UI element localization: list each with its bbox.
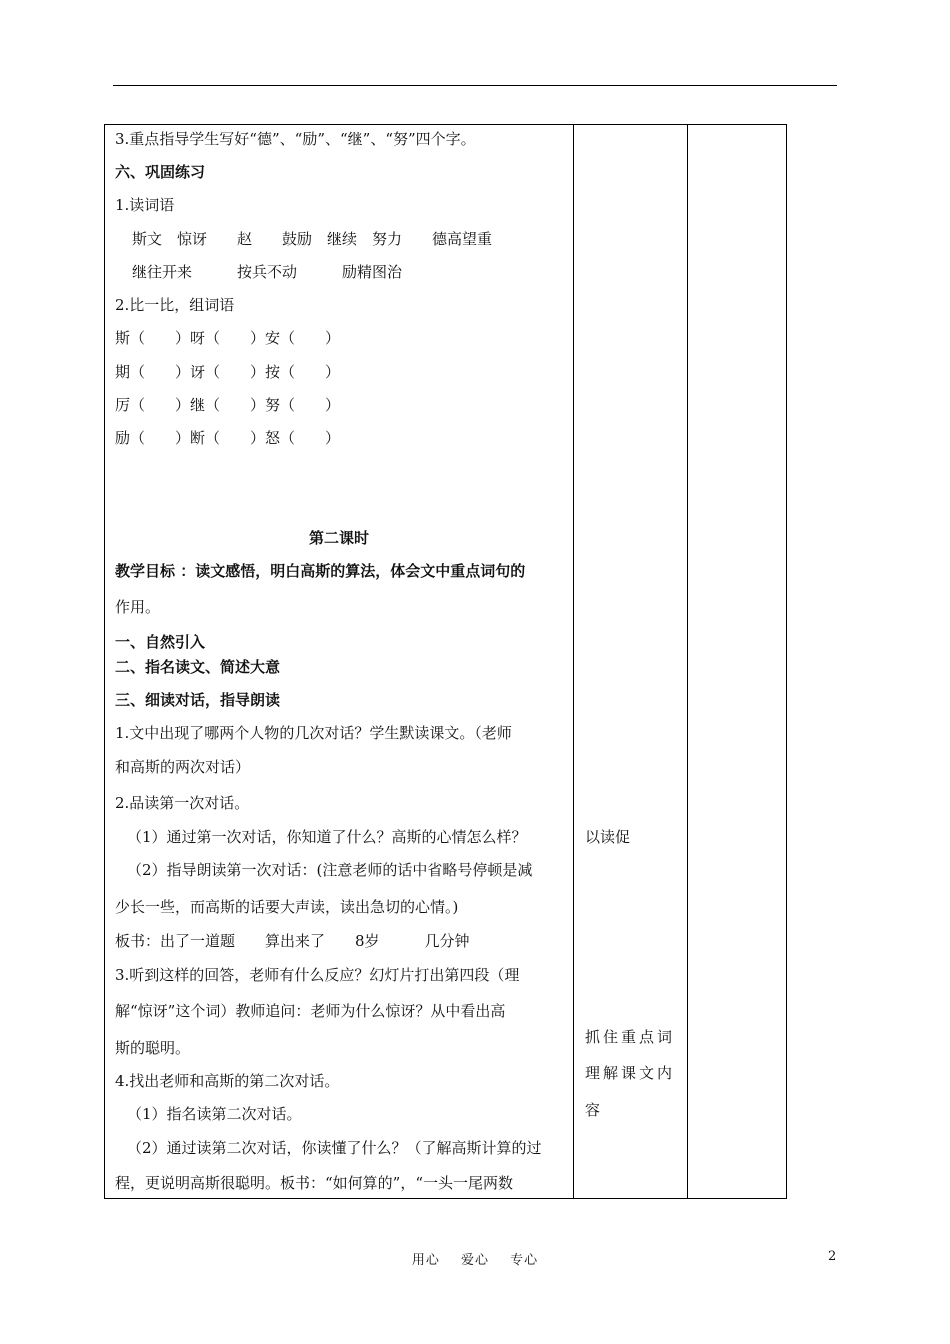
note-key-words-line-3: 容 xyxy=(585,1101,601,1119)
compare-row-2: 期（ ）讶（ ）按（ ） xyxy=(115,363,341,381)
teaching-goal xyxy=(115,561,525,581)
step-2-sub-2: （2）指导朗读第一次对话：(注意老师的话中省略号停顿是减 xyxy=(127,861,533,879)
step-4-sub-2: （2）通过读第二次对话，你读懂了什么？（了解高斯计算的过 xyxy=(127,1139,542,1157)
footer-item: 爱心 xyxy=(460,1253,489,1268)
main-content-cell xyxy=(105,125,574,1199)
writing-guidance: 3.重点指导学生写好“德”、“励”、“继”、“努”四个字。 xyxy=(115,130,476,148)
compare-row-1: 斯（ ）呀（ ）安（ ） xyxy=(115,329,341,347)
header-rule xyxy=(113,85,837,86)
section-heading-read: 二、指名读文、简述大意 xyxy=(115,658,281,676)
lesson-2-title: 第二课时 xyxy=(308,529,369,547)
main-content xyxy=(105,125,573,1198)
word-list-row-1: 斯文 惊讶 赵 鼓励 继续 努力 德高望重 xyxy=(132,230,493,248)
step-3-line-3: 斯的聪明。 xyxy=(115,1039,191,1057)
teaching-goal-text: 教学目标 ：读文感悟，明白高斯的算法，体会文中重点词句的 xyxy=(115,562,526,580)
note-read-promote: 以读促 xyxy=(585,828,631,846)
footer-item: 专心 xyxy=(510,1253,539,1268)
note-key-words-line-1: 抓住重点词 xyxy=(585,1028,676,1046)
word-list-row-2: 继往开来 按兵不动 励精图治 xyxy=(132,263,403,281)
compare-row-3: 厉（ ）继（ ）努（ ） xyxy=(115,396,341,414)
step-1-line-1: 1.文中出现了哪两个人物的几次对话？学生默读课文。（老师 xyxy=(115,724,512,742)
compare-row-4: 励（ ）断（ ）怒（ ） xyxy=(115,429,341,447)
step-1-line-2: 和高斯的两次对话） xyxy=(115,758,251,776)
item-compare-words: 2.比一比，组词语 xyxy=(115,296,235,314)
extra-cell xyxy=(688,125,787,1199)
notes-cell xyxy=(574,125,688,1199)
section-heading-practice: 六、巩固练习 xyxy=(115,163,206,181)
step-3-line-2: 解“惊讶”这个词）教师追问：老师为什么惊讶？从中看出高 xyxy=(115,1002,506,1020)
lesson-plan-table xyxy=(104,124,787,1199)
footer-motto xyxy=(0,1249,950,1268)
board-notes: 板书：出了一道题 算出来了 8岁 几分钟 xyxy=(115,932,470,950)
step-2: 2.品读第一次对话。 xyxy=(115,794,250,812)
teaching-goal-cont: 作用。 xyxy=(115,598,161,616)
section-heading-intro: 一、自然引入 xyxy=(115,633,206,651)
step-3-line-1: 3.听到这样的回答，老师有什么反应？幻灯片打出第四段（理 xyxy=(115,966,520,984)
item-read-words: 1.读词语 xyxy=(115,196,175,214)
section-heading-dialogue: 三、细读对话，指导朗读 xyxy=(115,691,281,709)
step-4-sub-2-cont: 程，更说明高斯很聪明。板书：“如何算的”，“一头一尾两数 xyxy=(115,1174,514,1192)
footer-item: 用心 xyxy=(411,1253,440,1268)
step-2-sub-2-cont: 少长一些，而高斯的话要大声读，读出急切的心情。) xyxy=(115,898,459,916)
step-2-sub-1: （1）通过第一次对话，你知道了什么？高斯的心情怎么样？ xyxy=(127,828,527,846)
step-4-sub-1: （1）指名读第二次对话。 xyxy=(127,1105,302,1123)
note-key-words-line-2: 理解课文内 xyxy=(585,1064,676,1082)
step-4: 4.找出老师和高斯的第二次对话。 xyxy=(115,1072,340,1090)
page-number: 2 xyxy=(828,1249,837,1264)
